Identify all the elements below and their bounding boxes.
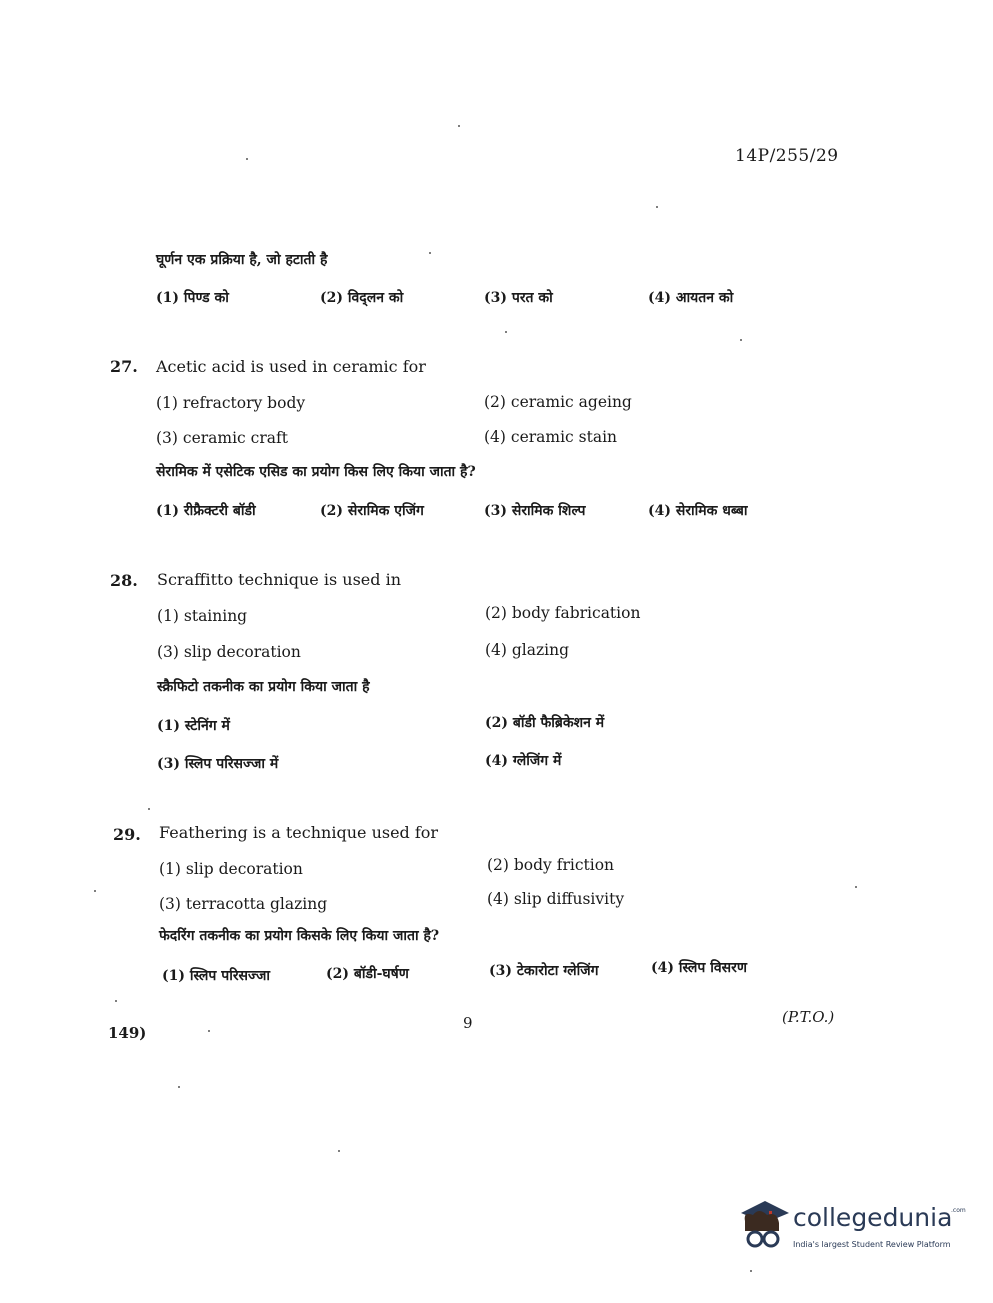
q29-option-2: (2) body friction <box>487 856 615 874</box>
q29-option-4: (4) slip diffusivity <box>487 890 625 908</box>
q27-hindi-option-4: (4) सेरामिक धब्बा <box>648 503 748 519</box>
mascot-icon <box>735 1195 793 1255</box>
q26-hindi-question: घूर्णन एक प्रक्रिया है, जो हटाती है <box>156 252 328 268</box>
q28-question: Scraffitto technique is used in <box>157 570 402 589</box>
q28-option-3: (3) slip decoration <box>157 643 301 661</box>
q29-question: Feathering is a technique used for <box>159 823 439 842</box>
q29-hindi-option-4: (4) स्लिप विसरण <box>651 960 747 976</box>
q28-option-2: (2) body fabrication <box>485 604 641 622</box>
q27-option-3: (3) ceramic craft <box>156 429 288 447</box>
q28-option-1: (1) staining <box>157 607 248 625</box>
q29-option-1: (1) slip decoration <box>159 860 303 878</box>
q29-hindi-question: फेदरिंग तकनीक का प्रयोग किसके लिए किया जाता है? <box>159 928 440 944</box>
q28-hindi-question: स्क्रैफिटो तकनीक का प्रयोग किया जाता है <box>157 679 370 695</box>
q29-option-3: (3) terracotta glazing <box>159 895 328 913</box>
paper-code: 14P/255/29 <box>735 146 839 166</box>
q27-hindi-question: सेरामिक में एसेटिक एसिड का प्रयोग किस लिए किया जाता है? <box>156 464 476 480</box>
q27-hindi-option-1: (1) रीफ्रैक्टरी बॉडी <box>156 503 256 519</box>
brand-name: collegedunia <box>793 1203 953 1232</box>
q27-option-2: (2) ceramic ageing <box>484 393 632 411</box>
q27-option-4: (4) ceramic stain <box>484 428 618 446</box>
collegedunia-watermark <box>735 1195 965 1255</box>
q28-option-4: (4) glazing <box>485 641 570 659</box>
q29-hindi-option-1: (1) स्लिप परिसज्जा <box>162 968 271 984</box>
q28-hindi-option-3: (3) स्लिप परिसज्जा में <box>157 756 279 772</box>
q28-hindi-option-2: (2) बॉडी फैब्रिकेशन में <box>485 715 605 731</box>
q26-hindi-option-3: (3) परत को <box>484 290 553 306</box>
q28-hindi-option-1: (1) स्टेनिंग में <box>157 718 230 734</box>
q27-question: Acetic acid is used in ceramic for <box>156 357 426 376</box>
brand-domain: .com <box>951 1207 966 1214</box>
q28-hindi-option-4: (4) ग्लेजिंग में <box>485 753 562 769</box>
brand-tagline: India's largest Student Review Platform <box>793 1240 951 1249</box>
q26-hindi-option-4: (4) आयतन को <box>648 290 734 306</box>
q26-hindi-option-2: (2) विद्लन को <box>320 290 404 306</box>
q27-option-1: (1) refractory body <box>156 394 306 412</box>
q27-hindi-option-2: (2) सेरामिक एजिंग <box>320 503 424 519</box>
q29-number: 29. <box>113 825 141 844</box>
q29-hindi-option-3: (3) टेकारोटा ग्लेजिंग <box>489 963 599 979</box>
pto-label: (P.T.O.) <box>782 1008 835 1026</box>
q27-hindi-option-3: (3) सेरामिक शिल्प <box>484 503 586 519</box>
q29-hindi-option-2: (2) बॉडी-घर्षण <box>326 966 409 982</box>
q26-hindi-option-1: (1) पिण्ड को <box>156 290 229 306</box>
page-number: 9 <box>463 1014 473 1032</box>
q28-number: 28. <box>110 571 138 590</box>
q27-number: 27. <box>110 357 138 376</box>
footer-code: 149) <box>108 1024 147 1042</box>
